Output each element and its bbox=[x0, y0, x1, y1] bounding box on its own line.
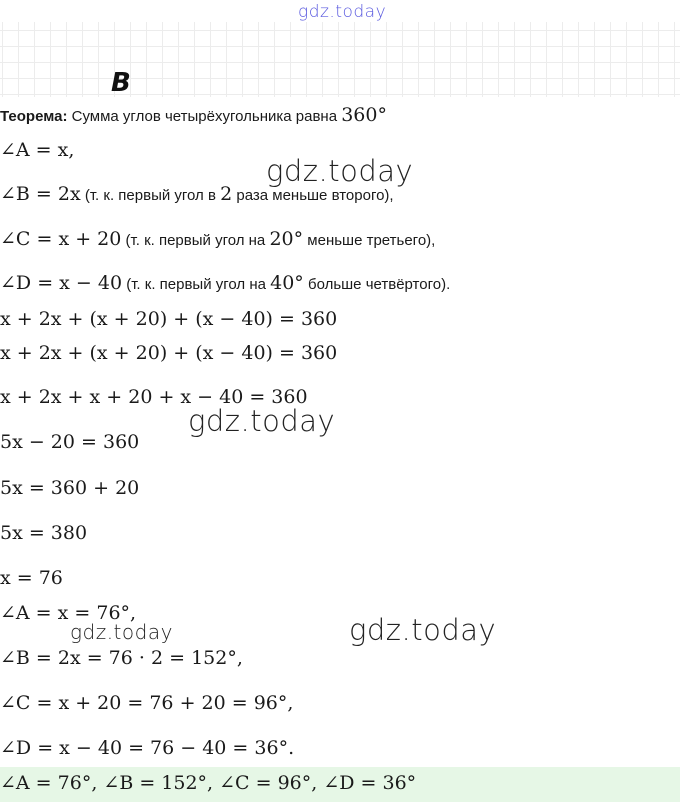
watermark-3: gdz.today bbox=[70, 620, 173, 644]
equation-6: 5x = 380 bbox=[0, 522, 88, 544]
angle-d-note-num: 40° bbox=[270, 272, 304, 294]
angle-c-note-num: 20° bbox=[269, 228, 304, 250]
angle-a-definition: ∠A = x, bbox=[0, 139, 75, 161]
angle-c-definition bbox=[0, 228, 435, 250]
angle-b-value: ∠B = 2x = 76 · 2 = 152°, bbox=[0, 647, 243, 669]
equation-2: x + 2x + (x + 20) + (x − 40) = 360 bbox=[0, 342, 338, 364]
angle-b-note-num: 2 bbox=[220, 183, 233, 205]
angle-d-math: ∠D = x − 40 bbox=[0, 272, 123, 294]
watermark-top: gdz.today bbox=[298, 2, 387, 22]
theorem-line bbox=[0, 104, 387, 126]
theorem-label: Теорема: bbox=[0, 108, 68, 125]
equation-7: x = 76 bbox=[0, 567, 63, 589]
angle-d-value: ∠D = x − 40 = 76 − 40 = 36°. bbox=[0, 737, 295, 759]
equation-3: x + 2x + x + 20 + x − 40 = 360 bbox=[0, 386, 308, 408]
angle-c-value: ∠C = x + 20 = 76 + 20 = 96°, bbox=[0, 692, 294, 714]
watermark-2: gdz.today bbox=[188, 404, 336, 438]
angle-b-math: ∠B = 2x bbox=[0, 183, 81, 205]
angle-c-note-pre: (т. к. первый угол на bbox=[121, 232, 270, 249]
angle-d-note-pre: (т. к. первый угол на bbox=[122, 276, 271, 293]
angle-a-value: ∠A = x = 76°, bbox=[0, 602, 137, 624]
equation-5: 5x = 360 + 20 bbox=[0, 477, 140, 499]
equation-4: 5x − 20 = 360 bbox=[0, 431, 140, 453]
answer-line: ∠A = 76°, ∠B = 152°, ∠C = 96°, ∠D = 36° bbox=[0, 772, 417, 794]
watermark-4: gdz.today bbox=[349, 613, 497, 647]
theorem-value: 360° bbox=[341, 104, 387, 126]
angle-b-note-post: раза меньше второго), bbox=[232, 187, 394, 204]
theorem-text: Сумма углов четырёхугольника равна bbox=[67, 108, 342, 125]
angle-c-math: ∠C = x + 20 bbox=[0, 228, 122, 250]
grid-paper-header bbox=[0, 22, 680, 97]
variant-label: B bbox=[111, 68, 131, 98]
watermark-1: gdz.today bbox=[266, 154, 414, 188]
equation-1: x + 2x + (x + 20) + (x − 40) = 360 bbox=[0, 308, 338, 330]
angle-b-note-pre: (т. к. первый угол в bbox=[80, 187, 221, 204]
angle-d-note-post: больше четвёртого). bbox=[303, 276, 451, 293]
angle-d-definition bbox=[0, 272, 450, 294]
angle-c-note-post: меньше третьего), bbox=[303, 232, 436, 249]
